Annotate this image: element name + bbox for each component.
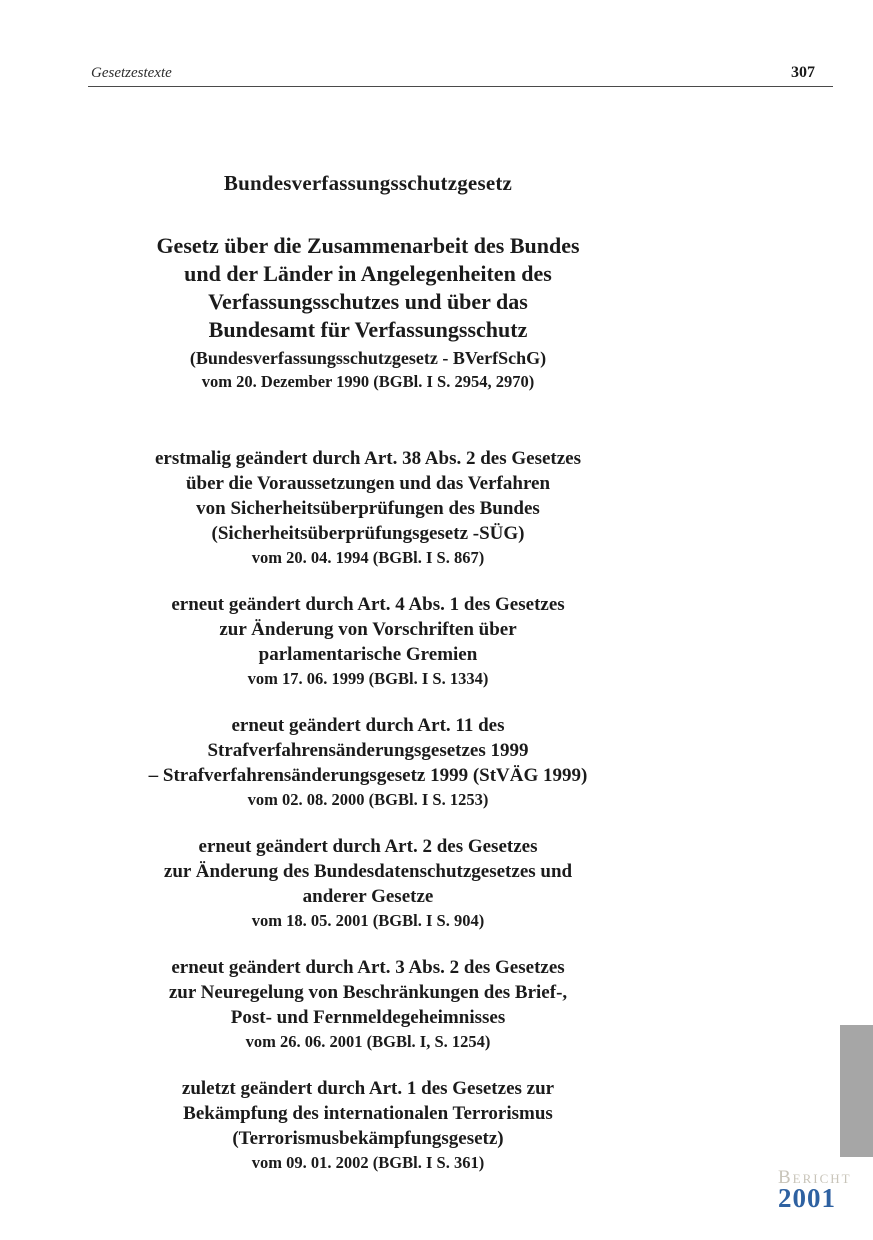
thumb-index-tab [840,1025,873,1157]
text-column [68,170,668,1175]
amendment-line: erstmalig geändert durch Art. 38 Abs. 2 des Gesetzes [154,448,582,469]
amendment-block [68,570,668,691]
law-heading-line: Gesetz über die Zusammenarbeit des Bundes [156,233,580,258]
law-heading-line: Verfassungsschutzes und über das [208,289,528,314]
amendment-dateline: vom 02. 08. 2000 (BGBl. I S. 1253) [247,790,489,809]
amendment-line: über die Voraussetzungen und das Verfahren [185,473,551,494]
amendment-line: (Terrorismusbekämpfungsgesetz) [232,1128,504,1149]
amendment-line: erneut geändert durch Art. 3 Abs. 2 des Gesetzes [171,957,565,978]
amendment-line: anderer Gesetze [302,886,434,907]
amendment-line: parlamentarische Gremien [258,644,478,665]
amendment-line: zur Änderung des Bundesdatenschutzgesetzes und [163,861,573,882]
report-logo [778,1168,852,1212]
law-heading [68,232,668,394]
report-logo-word: Bericht [778,1167,852,1188]
amendment-line: Strafverfahrensänderungsgesetzes 1999 [207,740,529,761]
amendment-line: Post- und Fernmeldegeheimnisses [230,1007,506,1028]
amendment-line: – Strafverfahrensänderungsgesetz 1999 (StVÄG 1999) [148,765,588,786]
amendment-dateline: vom 17. 06. 1999 (BGBl. I S. 1334) [247,669,489,688]
report-logo-year: 2001 [778,1183,836,1213]
law-dateline: vom 20. Dezember 1990 (BGBl. I S. 2954, 2970) [201,372,535,391]
page-number: 307 [791,64,815,81]
amendment-line: Bekämpfung des internationalen Terrorismus [183,1103,553,1124]
section-label: Gesetzestexte [91,65,172,81]
amendment-line: erneut geändert durch Art. 2 des Gesetzes [198,836,538,857]
amendment-block [68,933,668,1054]
amendment-line: zur Neuregelung von Beschränkungen des Brief-, [168,982,568,1003]
amendment-line: zuletzt geändert durch Art. 1 des Gesetzes zur [181,1078,555,1099]
law-heading-line: und der Länder in Angelegenheiten des [184,261,552,286]
amendment-dateline: vom 18. 05. 2001 (BGBl. I S. 904) [251,911,485,930]
amendment-line: erneut geändert durch Art. 4 Abs. 1 des Gesetzes [171,594,565,615]
amendment-block [68,1054,668,1175]
amendment-dateline: vom 26. 06. 2001 (BGBl. I, S. 1254) [245,1032,491,1051]
amendment-line: von Sicherheitsüberprüfungen des Bundes [196,498,540,519]
amendment-dateline: vom 09. 01. 2002 (BGBl. I S. 361) [251,1153,485,1172]
amendment-dateline: vom 20. 04. 1994 (BGBl. I S. 867) [251,548,485,567]
law-subtitle: (Bundesverfassungsschutzgesetz - BVerfSchG) [189,348,547,368]
amendment-line: zur Änderung von Vorschriften über [219,619,517,640]
amendment-line: erneut geändert durch Art. 11 des [231,715,505,736]
amendment-block [68,691,668,812]
law-heading-line: Bundesamt für Verfassungsschutz [208,317,528,342]
running-header [88,64,833,87]
amendment-line: (Sicherheitsüberprüfungsgesetz -SÜG) [211,523,525,544]
amendment-block [68,812,668,933]
document-title: Bundesverfassungsschutzgesetz [223,171,513,195]
amendment-block [68,424,668,570]
